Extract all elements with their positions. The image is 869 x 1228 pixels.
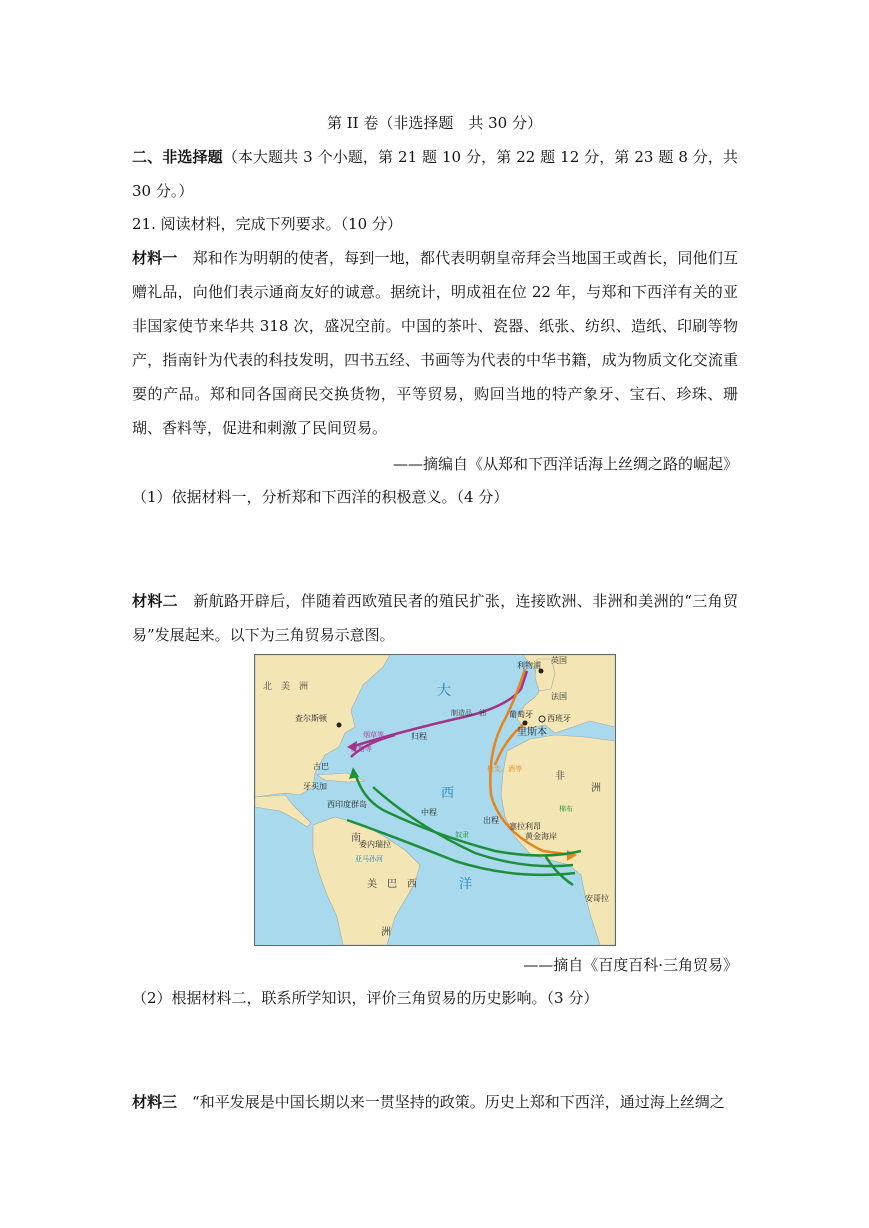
sub-question-1: （1）依据材料一，分析郑和下西洋的积极意义。（4 分） [132, 488, 509, 506]
label-guns-rum: 枪支、酒等 [487, 765, 522, 773]
label-angola: 安哥拉 [585, 894, 609, 903]
material-2 [132, 584, 738, 652]
label-jamaica: 牙买加 [303, 782, 327, 791]
charleston-marker [337, 723, 342, 728]
label-middle-leg: 中程 [421, 808, 437, 817]
material-2-text: 新航路开辟后，伴随着西欧殖民者的殖民扩张，连接欧洲、非洲和美洲的“三角贸易”发展起来。以下为三角贸易示意图。 [132, 592, 738, 644]
label-liverpool: 利物浦 [517, 661, 541, 670]
triangle-trade-map [254, 654, 616, 946]
material-3-text: “和平发展是中国长期以来一贯坚持的政策。历史上郑和下西洋，通过海上丝绸之 [192, 1093, 725, 1111]
label-xi: 西 [441, 786, 455, 801]
label-gold-coast: 黄金海岸 [525, 832, 557, 841]
label-africa-2: 洲 [591, 783, 601, 794]
label-return-leg: 归程 [411, 732, 427, 741]
material-1-source: ——摘编自《从郑和下西洋话海上丝绸之路的崛起》 [392, 455, 738, 473]
map-svg [255, 655, 615, 945]
question-21-stem: 21. 阅读材料，完成下列要求。（10 分） [132, 215, 402, 233]
label-charleston: 查尔斯顿 [295, 714, 327, 723]
part2-intro [132, 140, 738, 208]
material-3 [132, 1085, 738, 1119]
section-title: 第 II 卷（非选择题 共 30 分） [326, 114, 542, 132]
label-france: 法国 [551, 692, 567, 701]
label-slaves: 奴隶 [455, 831, 469, 839]
label-sugar: 蔗糖等 [351, 745, 372, 753]
central-america-land [255, 795, 311, 827]
label-sierra-leone: 塞拉利昂 [509, 822, 541, 831]
label-sa-2: 美 巴 西 [367, 879, 417, 890]
part2-note: （本大题共 3 个小题，第 21 题 10 分，第 22 题 12 分，第 23 题 8 分，共 30 分。） [132, 148, 738, 200]
label-cotton: 棉布 [559, 805, 573, 813]
middle-arrowhead [349, 767, 359, 779]
label-spain: 西班牙 [547, 714, 571, 723]
label-lisbon: 里斯本 [517, 727, 547, 738]
label-manufactures: 制造品、油 [451, 709, 486, 717]
label-sa-1: 南 [351, 833, 361, 844]
material-3-label: 材料三 [132, 1093, 178, 1111]
sub-question-2: （2）根据材料二，联系所学知识，评价三角贸易的历史影响。（3 分） [132, 989, 599, 1007]
label-da: 大 [437, 683, 451, 699]
label-west-indies: 西印度群岛 [327, 800, 367, 809]
label-yang: 洋 [459, 877, 473, 892]
label-africa-1: 非 [555, 771, 565, 782]
label-outbound-leg: 出程 [483, 816, 499, 825]
material-1 [132, 241, 738, 445]
label-uk: 英国 [551, 656, 567, 665]
label-north-america: 北 美 洲 [263, 682, 309, 692]
label-portugal: 葡萄牙 [509, 710, 533, 719]
label-cuba: 古巴 [313, 762, 329, 771]
material-2-source: ——摘自《百度百科·三角贸易》 [523, 956, 738, 974]
part2-heading: 二、非选择题 [132, 148, 223, 166]
material-2-label: 材料二 [132, 592, 179, 610]
label-sa-3: 洲 [381, 927, 391, 938]
material-1-label: 材料一 [132, 249, 178, 267]
label-venezuela: 委内瑞拉 [359, 840, 391, 849]
label-amazon: 亚马孙河 [355, 855, 383, 863]
label-tobacco: 烟草等 [363, 731, 384, 739]
lisbon-marker [523, 721, 528, 726]
material-1-text: 郑和作为明朝的使者，每到一地，都代表明朝皇帝拜会当地国王或酋长，同他们互赠礼品，向他们表示通商友好的诚意。据统计，明成祖在位 22 年，与郑和下西洋有关的亚非国家使节来华共 318 次，盛况空前。中国的茶叶、瓷器、纸张、纺织、造纸、印刷等物产，指南针为代表的科技发明，四书五经、书画等为代表的中华书籍，成为物质文化交流重要的产品。郑和同各国商民交换货物，平等贸易，购回当地的特产象牙、宝石、珍珠、珊瑚、香料等，促进和刺激了民间贸易。 [132, 249, 738, 437]
